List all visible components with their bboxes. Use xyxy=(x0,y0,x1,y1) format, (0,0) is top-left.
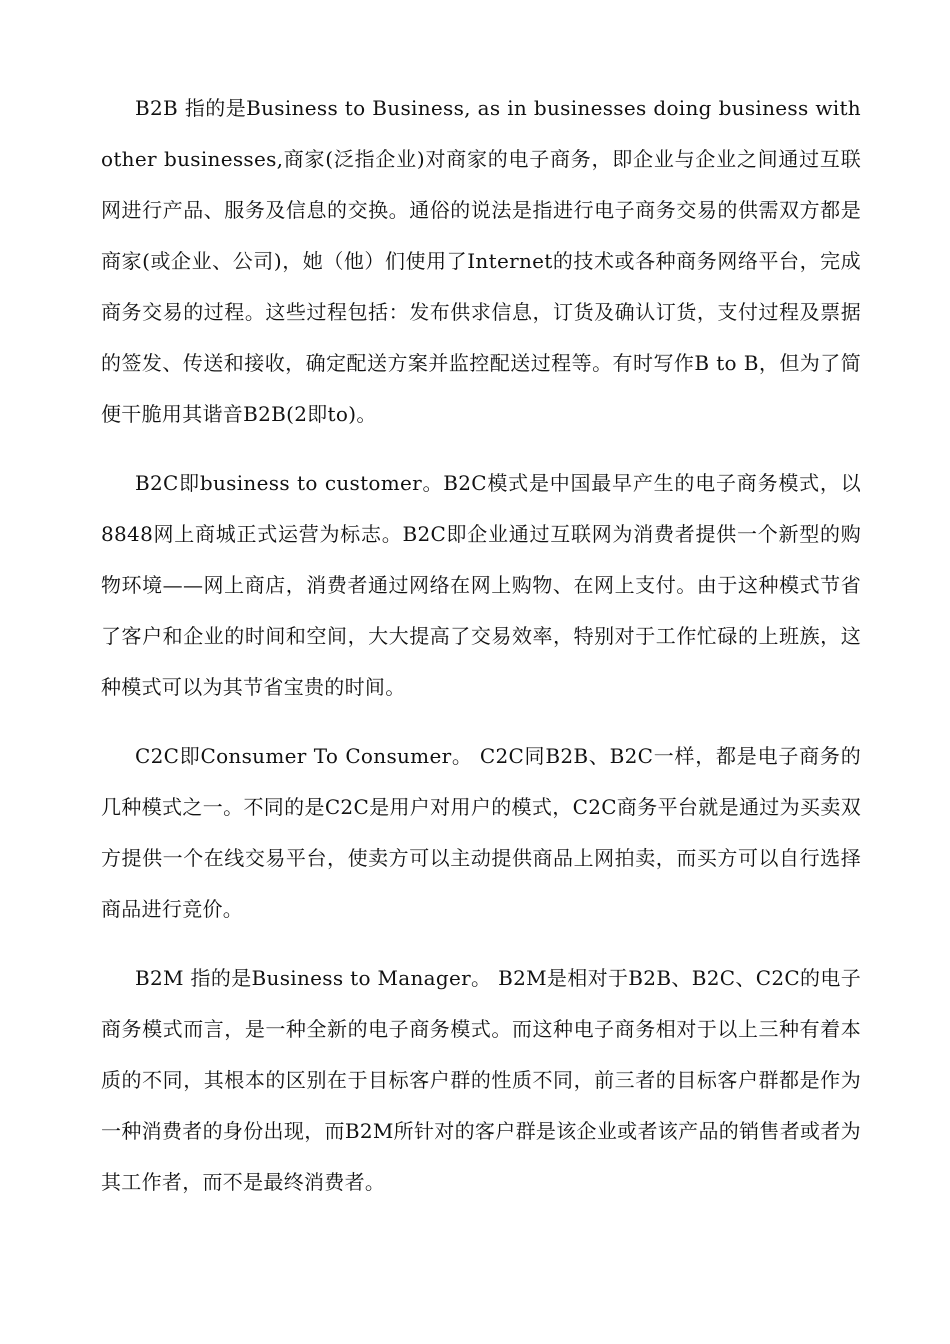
paragraph-b2b: B2B 指的是Business to Business, as in businesses doing business with other businesses,商家(泛指企业)对商家的电子商务，即企业与企业之间通过互联网进行产品、服务及信息的交换。通俗的说法是指进行电子商务交易的供需双方都是商家(或企业、公司)，她（他）们使用了Internet的技术或各种商务网络平台，完成商务交易的过程。这些过程包括：发布供求信息，订货及确认订货，支付过程及票据的签发、传送和接收，确定配送方案并监控配送过程等。有时写作B to B，但为了简便干脆用其谐音B2B(2即to)。 xyxy=(101,96,861,426)
document-body xyxy=(101,83,861,1226)
paragraph-c2c: C2C即Consumer To Consumer。 C2C同B2B、B2C一样，都是电子商务的几种模式之一。不同的是C2C是用户对用户的模式，C2C商务平台就是通过为买卖双方提供一个在线交易平台，使卖方可以主动提供商品上网拍卖，而买方可以自行选择商品进行竞价。 xyxy=(101,744,861,921)
paragraph-b2m: B2M 指的是Business to Manager。 B2M是相对于B2B、B2C、C2C的电子商务模式而言，是一种全新的电子商务模式。而这种电子商务相对于以上三种有着本质的不同，其根本的区别在于目标客户群的性质不同，前三者的目标客户群都是作为一种消费者的身份出现，而B2M所针对的客户群是该企业或者该产品的销售者或者为其工作者，而不是最终消费者。 xyxy=(101,966,861,1194)
paragraph-b2c: B2C即business to customer。B2C模式是中国最早产生的电子商务模式，以8848网上商城正式运营为标志。B2C即企业通过互联网为消费者提供一个新型的购物环境——网上商店，消费者通过网络在网上购物、在网上支付。由于这种模式节省了客户和企业的时间和空间，大大提高了交易效率，特别对于工作忙碌的上班族，这种模式可以为其节省宝贵的时间。 xyxy=(101,471,861,699)
